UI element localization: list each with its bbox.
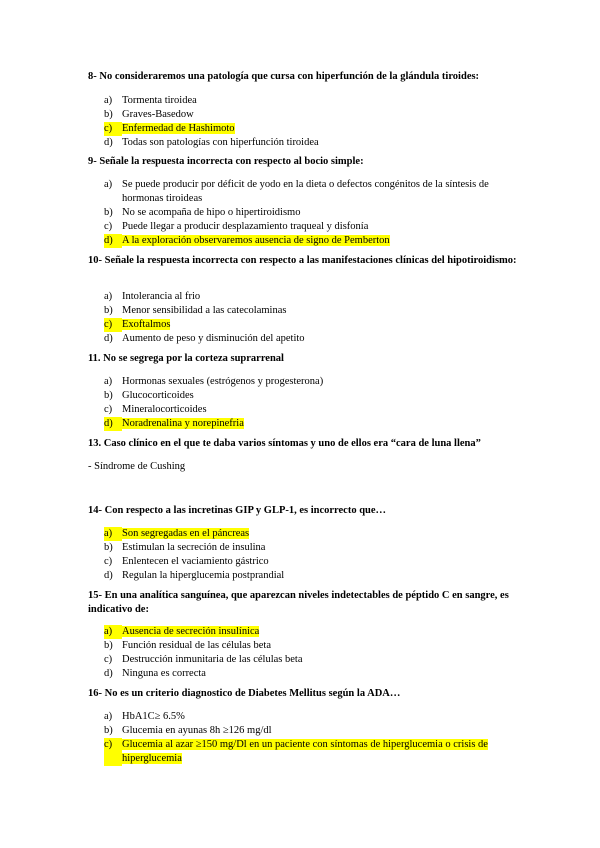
option-letter: a): [104, 527, 122, 541]
option-letter: d): [104, 417, 122, 431]
option-letter: c): [104, 738, 122, 766]
option-text-highlighted: A la exploración observaremos ausencia de signo de Pemberton: [122, 235, 390, 246]
option-b: [104, 389, 524, 403]
question-title: 9- Señale la respuesta incorrecta con respecto al bocio simple:: [88, 156, 364, 167]
options-list: [104, 710, 516, 766]
option-text-highlighted: Enfermedad de Hashimoto: [122, 123, 235, 134]
option-a: [104, 178, 524, 206]
options-list: [104, 625, 524, 681]
options-list: [104, 178, 524, 248]
option-c: [104, 318, 524, 332]
option-letter: b): [104, 390, 113, 401]
option-d: [104, 136, 524, 150]
option-text: Todas son patologías con hiperfunción tiroidea: [122, 137, 319, 148]
option-text-highlighted: Ausencia de secreción insulínica: [122, 626, 260, 637]
question-title: 11. No se segrega por la corteza suprarrenal: [88, 353, 284, 364]
option-text: HbA1C≥ 6.5%: [122, 711, 185, 722]
option-letter: d): [104, 570, 113, 581]
option-text: Tormenta tiroidea: [122, 95, 197, 106]
answer-text: - Síndrome de Cushing: [88, 461, 186, 472]
option-text: Destrucción inmunitaria de las células beta: [122, 654, 303, 665]
option-text: Puede llegar a producir desplazamiento traqueal y disfonía: [122, 221, 369, 232]
option-text-highlighted: Son segregadas en el páncreas: [122, 528, 250, 539]
option-letter: c): [104, 556, 113, 567]
option-a: [104, 527, 524, 541]
option-c: [104, 220, 524, 234]
option-letter: d): [104, 234, 122, 248]
option-text: Ninguna es correcta: [122, 668, 206, 679]
option-b: [104, 724, 516, 738]
option-letter: b): [104, 640, 113, 651]
option-c: [104, 653, 524, 667]
option-text: Glucocorticoides: [122, 390, 194, 401]
option-letter: a): [104, 179, 113, 190]
options-list: [104, 375, 524, 431]
option-letter: a): [104, 291, 113, 302]
option-text: Graves-Basedow: [122, 109, 194, 120]
question-title: 15- En una analítica sanguínea, que aparezcan niveles indetectables de péptido C en sangre, es indicativo de:: [88, 590, 509, 615]
option-b: [104, 639, 524, 653]
option-text: Hormonas sexuales (estrógenos y progesterona): [122, 376, 324, 387]
option-a: [104, 625, 524, 639]
option-letter: a): [104, 711, 113, 722]
option-letter: d): [104, 668, 113, 679]
option-text: Menor sensibilidad a las catecolaminas: [122, 305, 287, 316]
option-d: [104, 234, 524, 248]
option-letter: c): [104, 654, 113, 665]
question-title: 10- Señale la respuesta incorrecta con respecto a las manifestaciones clínicas del hipotiroidismo:: [88, 255, 517, 266]
option-text: Se puede producir por déficit de yodo en la dieta o defectos congénitos de la síntesis de hormonas tiroideas: [122, 179, 489, 204]
question-title: 14- Con respecto a las incretinas GIP y GLP-1, es incorrecto que…: [88, 505, 387, 516]
option-letter: c): [104, 221, 113, 232]
option-letter: d): [104, 137, 113, 148]
option-text: Función residual de las células beta: [122, 640, 271, 651]
option-text: Enlentecen el vaciamiento gástrico: [122, 556, 269, 567]
option-a: [104, 710, 516, 724]
option-letter: a): [104, 376, 113, 387]
option-letter: b): [104, 207, 113, 218]
option-text: No se acompaña de hipo o hipertiroidismo: [122, 207, 301, 218]
option-c: [104, 738, 516, 766]
option-text: Estimulan la secreción de insulina: [122, 542, 266, 553]
option-c: [104, 122, 524, 136]
option-a: [104, 375, 524, 389]
option-a: [104, 290, 524, 304]
option-a: [104, 94, 524, 108]
option-b: [104, 108, 524, 122]
options-list: [104, 527, 524, 583]
option-text: Glucemia en ayunas 8h ≥126 mg/dl: [122, 725, 272, 736]
option-letter: a): [104, 625, 122, 639]
option-letter: c): [104, 404, 113, 415]
option-d: [104, 417, 524, 431]
options-list: [104, 94, 524, 150]
option-c: [104, 403, 524, 417]
option-text: Mineralocorticoides: [122, 404, 207, 415]
option-d: [104, 667, 524, 681]
option-text-highlighted: Glucemia al azar ≥150 mg/Dl en un paciente con síntomas de hiperglucemia o crisis de hiperglucemia: [122, 739, 488, 764]
option-text: Intolerancia al frio: [122, 291, 201, 302]
options-list: [104, 290, 524, 346]
option-text: Aumento de peso y disminución del apetito: [122, 333, 305, 344]
option-letter: b): [104, 725, 113, 736]
option-text: Regulan la hiperglucemia postprandial: [122, 570, 285, 581]
option-d: [104, 332, 524, 346]
option-c: [104, 555, 524, 569]
option-text-highlighted: Noradrenalina y norepinefria: [122, 418, 244, 429]
option-letter: b): [104, 542, 113, 553]
option-b: [104, 304, 524, 318]
option-letter: b): [104, 305, 113, 316]
option-letter: b): [104, 109, 113, 120]
option-letter: c): [104, 122, 122, 136]
option-letter: d): [104, 333, 113, 344]
question-title: 16- No es un criterio diagnostico de Diabetes Mellitus según la ADA…: [88, 688, 401, 699]
question-title: 13. Caso clínico en el que te daba varios síntomas y uno de ellos era “cara de luna llena”: [88, 438, 481, 449]
option-text-highlighted: Exoftalmos: [122, 319, 171, 330]
question-title: 8- No consideraremos una patología que cursa con hiperfunción de la glándula tiroides:: [88, 71, 480, 82]
option-letter: c): [104, 318, 122, 332]
option-b: [104, 206, 524, 220]
option-letter: a): [104, 95, 113, 106]
option-d: [104, 569, 524, 583]
option-b: [104, 541, 524, 555]
